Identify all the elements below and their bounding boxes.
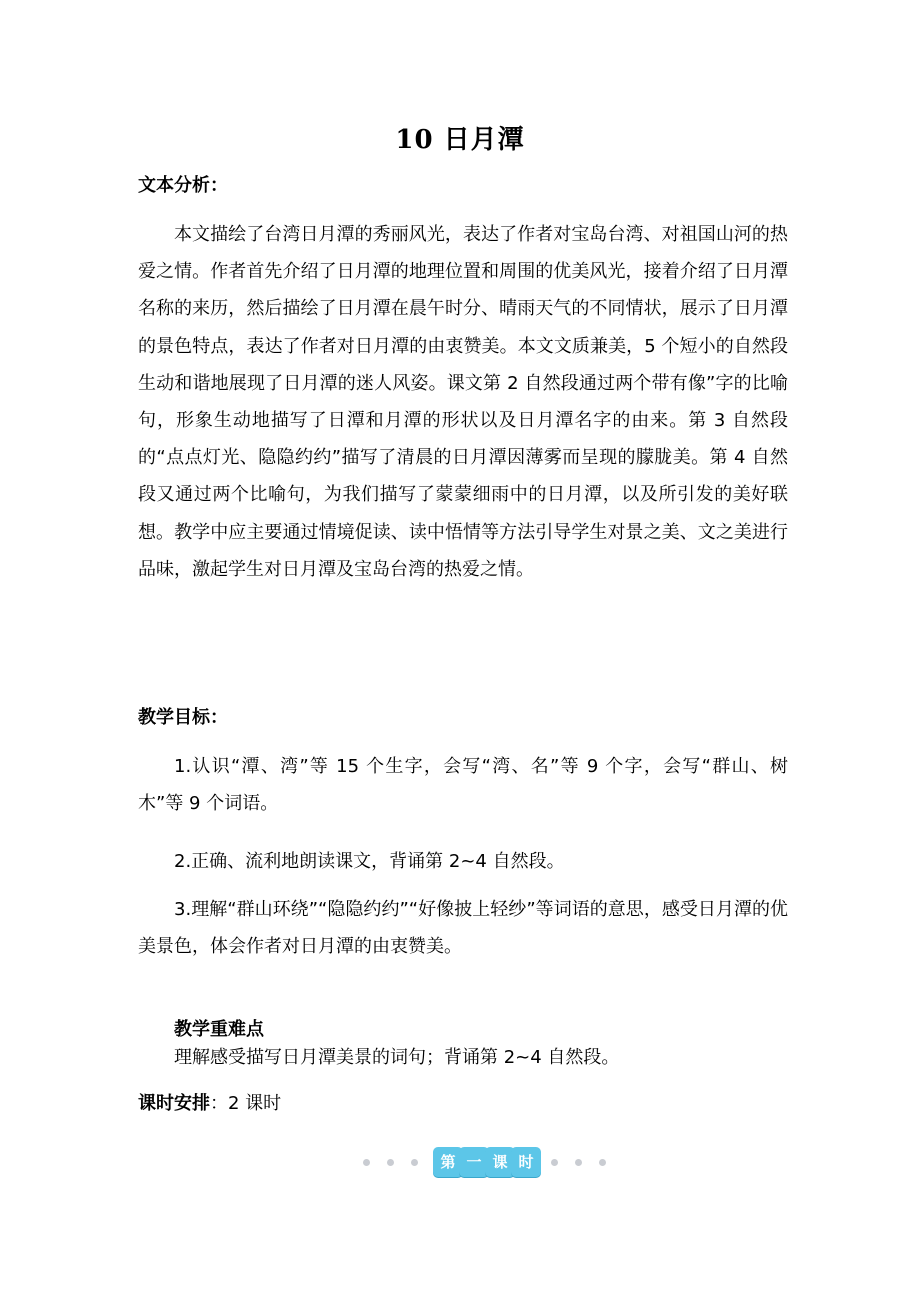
teaching-goal-3: 3.理解“群山环绕”“隐隐约约”“好像披上轻纱”等词语的意思，感受日月潭的优美景色，体会作者对日月潭的由衷赞美。 (138, 899, 788, 958)
divider-badge: 时 (511, 1147, 541, 1177)
teaching-goal-2: 2.正确、流利地朗读课文，背诵第 2~4 自然段。 (174, 851, 565, 872)
divider-dot (411, 1159, 418, 1166)
divider-dot (575, 1159, 582, 1166)
lesson-divider (355, 1145, 615, 1181)
schedule-line (138, 1090, 281, 1118)
divider-dot (387, 1159, 394, 1166)
divider-badge: 第 (433, 1147, 463, 1177)
teaching-goal-1: 1.认识“潭、湾”等 15 个生字，会写“湾、名”等 9 个字，会写“群山、树木”等 9 个词语。 (138, 756, 788, 815)
key-points-heading: 教学重难点 (174, 1019, 264, 1040)
key-points-body: 理解感受描写日月潭美景的词句；背诵第 2~4 自然段。 (174, 1047, 620, 1068)
divider-dot (551, 1159, 558, 1166)
teaching-goals-heading: 教学目标： (138, 707, 228, 728)
page-title: 10 日月潭 (395, 125, 525, 155)
divider-badge: 一 (459, 1147, 489, 1177)
schedule-value: ：2 课时 (210, 1093, 282, 1114)
text-analysis-body: 本文描绘了台湾日月潭的秀丽风光，表达了作者对宝岛台湾、对祖国山河的热爱之情。作者首先介绍了日月潭的地理位置和周围的优美风光，接着介绍了日月潭名称的来历，然后描绘了日月潭在晨午时分、晴雨天气的不同情状，展示了日月潭的景色特点，表达了作者对日月潭的由衷赞美。本文文质兼美，5 个短小的自然段生动和谐地展现了日月潭的迷人风姿。课文第 2 自然段通过两个带有像”字的比喻句，形象生动地描写了日潭和月潭的形状以及日月潭名字的由来。第 3 自然段的“点点灯光、隐隐约约”描写了清晨的日月潭因薄雾而呈现的朦胧美。第 4 自然段又通过两个比喻句，为我们描写了蒙蒙细雨中的日月潭，以及所引发的美好联想。教学中应主要通过情境促读、读中悟情等方法引导学生对景之美、文之美进行品味，激起学生对日月潭及宝岛台湾的热爱之情。 (138, 224, 788, 580)
schedule-label: 课时安排 (138, 1093, 210, 1114)
divider-dot (363, 1159, 370, 1166)
divider-dot (599, 1159, 606, 1166)
text-analysis-heading: 文本分析： (138, 175, 228, 196)
divider-badge: 课 (485, 1147, 515, 1177)
